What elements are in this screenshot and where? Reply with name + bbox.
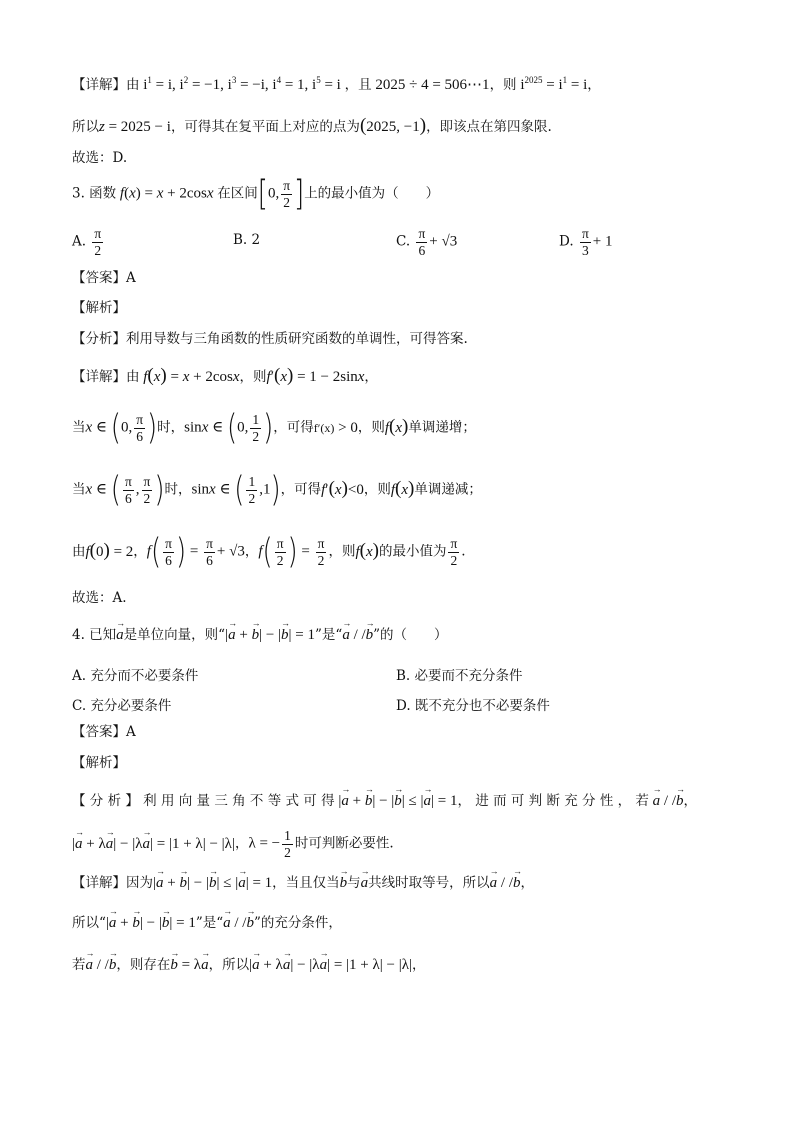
q4-option-b: B. 必要而不充分条件 — [396, 668, 523, 684]
text: ，则 — [357, 419, 385, 436]
math: ,1 — [259, 481, 271, 498]
fraction: $\frac{\pi}{2}$ — [276, 536, 284, 568]
text: ，则 — [363, 481, 391, 498]
text: 时， — [164, 481, 192, 498]
text: 所以 — [72, 119, 99, 135]
paren: ) — [263, 407, 274, 449]
text: 由 — [72, 543, 86, 560]
math: → a / /→ b — [86, 957, 117, 973]
text: ，可得其在复平面上对应的点为 — [170, 119, 360, 135]
text: ，当且仅当 — [272, 875, 340, 891]
fraction: $\frac{\pi}{6}$ — [165, 536, 172, 568]
text: ，则 — [239, 369, 267, 385]
math: |→ a + → b| − |→ b| = 1 — [106, 915, 196, 931]
math-fx: f(x) = x + 2cosx — [119, 185, 214, 202]
paren: ( — [226, 407, 238, 449]
q3-detail-3 — [72, 469, 482, 511]
text: ，则存在 — [116, 957, 171, 973]
math: sinx ∈ — [184, 419, 227, 436]
text: 由 — [126, 77, 140, 93]
detail-tag: 【详解】 — [72, 875, 126, 891]
paren: ) — [287, 531, 298, 573]
math: + 1 — [592, 233, 613, 250]
text: ，即该点在第四象限. — [426, 119, 552, 135]
math: f(x) — [390, 477, 415, 499]
math: = — [186, 543, 203, 560]
math-z: z = 2025 − i — [99, 119, 171, 135]
bracket: [ — [257, 173, 268, 215]
text: ，可得 — [273, 419, 314, 436]
math: f′(x) > 0 — [313, 419, 358, 436]
text: ”的充分条件， — [253, 915, 342, 931]
fraction: $\frac{\pi}{2}$ — [143, 474, 151, 506]
q4-fenxi-2 — [72, 828, 394, 860]
math: → b = λ→ a — [170, 957, 208, 973]
math: f′(x) = 1 − 2sinx — [266, 365, 365, 386]
q4-detail-2 — [72, 916, 342, 931]
vector-b: → b — [340, 876, 348, 891]
math-division: 2025 ÷ 4 = 506⋯1 — [371, 77, 490, 93]
paren: ) — [154, 469, 165, 511]
q3-option-a — [72, 226, 105, 258]
text: 上的最小值为（ ） — [304, 185, 440, 202]
q2-line-2 — [72, 116, 552, 135]
detail-tag: 【详解】 — [72, 77, 126, 93]
fraction: $\frac{\pi}{3}$ — [581, 226, 589, 258]
q3-answer: 【答案】A — [72, 270, 136, 286]
vector-a: → a — [116, 628, 124, 643]
paren: ) — [270, 469, 281, 511]
q4-analysis-tag: 【解析】 — [72, 755, 126, 771]
paren: ( — [150, 531, 162, 573]
text: 3. 函数 — [72, 185, 117, 202]
text: 时， — [157, 419, 185, 436]
math: f(x) — [384, 415, 409, 437]
math: 0, — [267, 185, 280, 202]
q3-fenxi: 【分析】利用导数与三角函数的性质研究函数的单调性，可得答案. — [72, 331, 468, 347]
text: 单调递增； — [408, 419, 476, 436]
bracket: ] — [294, 173, 305, 215]
paren: ) — [175, 531, 187, 573]
fraction: $\frac{\pi}{2}$ — [283, 178, 291, 210]
text: ，且 — [344, 77, 372, 93]
math: f(0) = 2 — [85, 539, 134, 561]
text: ， — [683, 793, 698, 809]
fraction: $\frac{\pi}{6}$ — [206, 536, 213, 568]
text: ，可得 — [280, 481, 322, 498]
text: ， — [234, 835, 249, 852]
q3-option-d — [559, 226, 612, 258]
q4-option-c: C. 充分必要条件 — [72, 698, 172, 714]
math: 0, — [237, 419, 249, 436]
q4-detail-3 — [72, 958, 426, 973]
text: 4. 已知 — [72, 627, 117, 643]
option-label: A. — [72, 233, 87, 250]
text: 是单位向量，则“ — [123, 627, 226, 643]
option-label: D. — [559, 233, 574, 250]
math: x ∈ — [85, 419, 111, 436]
text: 在区间 — [217, 185, 258, 202]
math: |→ a + → b| − |→ b| ≤ |→ a| = 1 — [153, 875, 272, 891]
fraction: $\frac{\pi}{6}$ — [418, 226, 426, 258]
text: ，所以 — [208, 957, 250, 973]
text: ， — [364, 369, 378, 385]
vector-a: → a — [361, 876, 369, 891]
text: ， — [244, 543, 259, 560]
q2-conclusion: 故选：D. — [72, 150, 128, 166]
math: 0, — [120, 419, 133, 436]
text: ”是“ — [195, 915, 224, 931]
text: 若 — [72, 957, 86, 973]
text: . — [461, 543, 466, 560]
fraction: $\frac{\pi}{2}$ — [450, 536, 458, 568]
paren: ( — [234, 469, 245, 511]
text: 共线时取等号，所以 — [368, 875, 490, 891]
text: 的最小值为 — [378, 543, 447, 560]
text: ”是“ — [315, 627, 343, 643]
fraction: $\frac{1}{2}$ — [284, 828, 291, 860]
text: 单调递减； — [414, 481, 482, 498]
math: λ = − — [248, 835, 281, 852]
text: ， — [412, 957, 426, 973]
math: → a / /→ b — [649, 793, 684, 809]
q3-stem — [72, 173, 440, 215]
math: → a / /→ b — [490, 875, 521, 891]
q3-analysis-tag: 【解析】 — [72, 300, 126, 316]
fraction: $\frac{\pi}{2}$ — [94, 226, 102, 258]
text: 当 — [72, 481, 86, 498]
math: f(x) — [355, 539, 379, 561]
math-i-2025: $i^{2025} = i^1 = i$ — [516, 75, 588, 93]
q3-option-c — [396, 226, 457, 258]
math: f — [146, 543, 151, 560]
math: |→ a + λ→ a| − |λ→ a| = |1 + λ| − |λ| — [72, 836, 235, 852]
math: f(x) = x + 2cosx — [143, 365, 240, 386]
text: ， — [133, 543, 147, 560]
text: ， 进 而 可 判 断 充 分 性 ， 若 — [457, 793, 649, 809]
math: + √3 — [216, 543, 245, 560]
text: ， — [520, 875, 535, 891]
detail-tag: 【详解】 — [72, 369, 126, 385]
math-point: (2025, −1) — [359, 115, 427, 136]
q3-detail-1 — [72, 366, 378, 385]
text: 与 — [347, 875, 361, 891]
math: = — [297, 543, 314, 560]
fraction: $\frac{\pi}{6}$ — [124, 474, 132, 506]
math: sinx ∈ — [191, 481, 235, 498]
math: f — [258, 543, 263, 560]
math: |→ a + → b| − |→ b| ≤ |→ a| = 1 — [335, 793, 458, 809]
q2-detail-line — [72, 76, 601, 93]
text: ，则 — [328, 543, 356, 560]
q4-detail-1 — [72, 876, 534, 891]
fraction: $\frac{\pi}{6}$ — [136, 412, 144, 444]
text: 时可判断必要性. — [294, 835, 394, 852]
paren: ) — [147, 407, 158, 449]
fraction: $\frac{1}{2}$ — [248, 474, 256, 506]
text: 当 — [72, 419, 86, 436]
text: 所以“ — [72, 915, 106, 931]
paren: ( — [262, 531, 273, 573]
fraction: $\frac{1}{2}$ — [252, 412, 260, 444]
math: f′(x)<0 — [321, 477, 364, 499]
math: + √3 — [429, 233, 458, 250]
text: ”的（ ） — [373, 627, 448, 643]
math: |→ a + λ→ a| − |λ→ a| = |1 + λ| − |λ| — [249, 957, 412, 973]
q3-detail-2 — [72, 407, 476, 449]
math: → a / /→ b — [223, 915, 254, 931]
q4-option-a: A. 充分而不必要条件 — [72, 668, 199, 684]
paren: ( — [110, 407, 121, 449]
q4-option-d: D. 既不充分也不必要条件 — [396, 698, 550, 714]
paren: ( — [110, 469, 121, 511]
text: ，则 — [489, 77, 517, 93]
math: , — [135, 481, 140, 498]
q4-fenxi-1 — [72, 794, 697, 809]
q4-stem — [72, 628, 448, 643]
q3-conclusion: 故选：A. — [72, 590, 127, 606]
math: x ∈ — [85, 481, 111, 498]
fraction: $\frac{\pi}{2}$ — [317, 536, 325, 568]
text: ， — [587, 77, 601, 93]
math: |→ a + → b| − |→ b| = 1 — [225, 627, 315, 643]
q4-answer: 【答案】A — [72, 724, 136, 740]
option-label: C. — [396, 233, 411, 250]
math-powers-of-i: $i^1 = i$, $i^2 = -1$, $i^3 = -i$, $i^4 = 1$, $i^5 = i$ — [139, 75, 345, 93]
text: 因为 — [126, 875, 153, 891]
q3-option-b: B. 2 — [233, 232, 261, 248]
math: → a / /→ b — [342, 627, 373, 643]
text: 由 — [126, 369, 140, 385]
text: 【 分 析 】 利 用 向 量 三 角 不 等 式 可 得 — [72, 793, 335, 809]
q3-detail-4 — [72, 531, 466, 573]
